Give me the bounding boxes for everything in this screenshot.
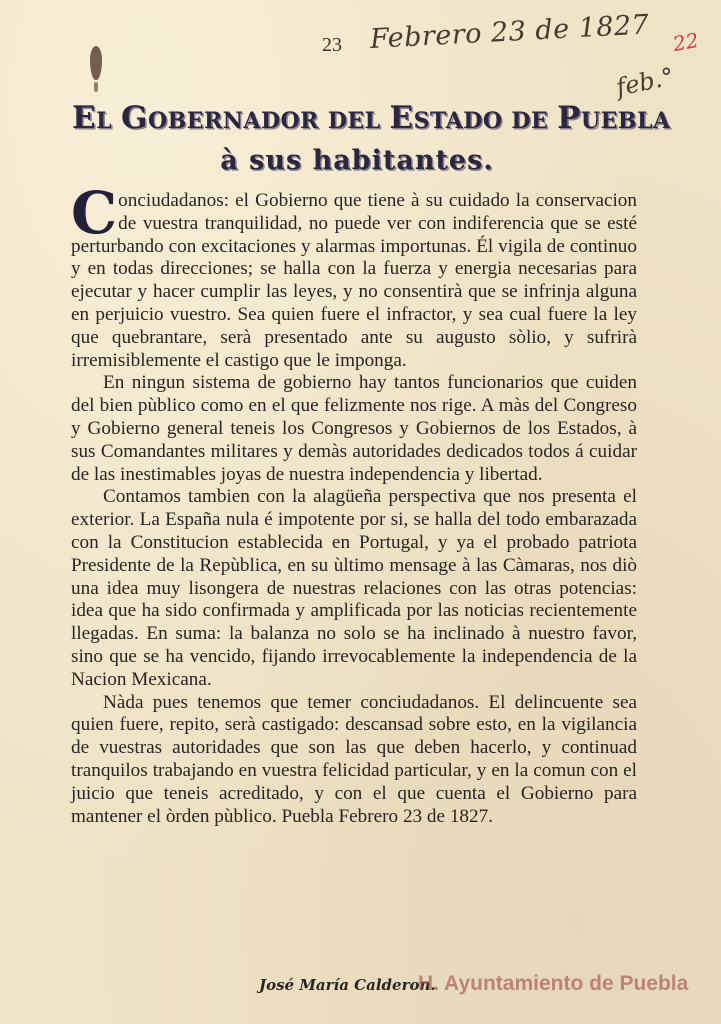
title-word: GOBERNADOR <box>120 100 319 136</box>
red-number-annotation: 22 <box>671 27 701 57</box>
document-subtitle: à sus habitantes. <box>220 145 494 176</box>
paragraph <box>71 179 637 372</box>
handwritten-date-annotation: Febrero 23 de 1827 <box>369 9 651 55</box>
ink-blot-icon <box>90 46 102 80</box>
title-word: EL <box>72 100 113 136</box>
paragraph-text: onciudadanos: el Gobierno que tiene à su cuidado la conservacion de vuestra tranquilidad, no puede ver con indiferencia que se esté perturbando con excitaciones y alarmas importunas. Él vigila de continuo y en todas direcciones; se halla con la fuerza y energia necesarias para ejecutar y hacer cumplir las leyes, y no consentirà que se infrinja alguna en perjuicio vuestro. Sea quien fuere el infractor, y sea cual fuere la ley que quebrantare, serà presentado ante su augusto sòlio, y sufrirà irremisiblemente el castigo que le imponga. <box>71 190 637 371</box>
archive-watermark: H. Ayuntamiento de Puebla <box>418 972 689 995</box>
title-word: DE <box>511 108 549 134</box>
title-word: DEL <box>327 108 381 134</box>
signature: José María Calderon. <box>259 976 436 994</box>
paragraph: En ningun sistema de gobierno hay tantos funcionarios que cuiden del bien pùblico como en el que felizmente nos rige. A màs del Congreso y Gobierno general teneis los Congresos y Gobiernos de los Estados, à sus Comandantes militares y demàs autoridades dedicados todos á cuidar de las inestimables joyas de nuestra independencia y libertad. <box>71 372 637 485</box>
folio-number: 23 <box>322 34 342 56</box>
feb-annotation: feb.° <box>613 62 677 102</box>
drop-cap: C <box>71 179 118 247</box>
paragraph: Contamos tambien con la alagüeña perspectiva que nos presenta el exterior. La España nula é impotente por si, se halla del todo embarazada con la Constitucion establecida en Portugal, y ya el probado patriota Presidente de la Repùblica, en su ùltimo mensage à las Càmaras, nos diò una idea muy lisongera de nuestras relaciones con las otras potencias: idea que ha sido confirmada y amplificada por las noticias recientemente llegadas. En suma: la balanza no solo se ha inclinado à nuestro favor, sino que se ha vencido, fijando irrevocablemente la independencia de la Nacion Mexicana. <box>71 486 637 690</box>
ink-drip-icon <box>94 82 98 92</box>
paragraph: Nàda pues tenemos que temer conciudadanos. El delincuente sea quien fuere, repito, serà castigado: descansad sobre esto, en la vigilancia de vuestras autoridades que son las que deben hacerlo, y continuad tranquilos trabajando en vuestra felicidad particular, y en la comun con el juicio que teneis acreditado, y con el que cuenta el Gobierno para mantener el òrden pùblico. Puebla Febrero 23 de 1827. <box>71 691 637 827</box>
proclamation-body <box>71 179 637 828</box>
document-title <box>72 100 671 136</box>
title-word: PUEBLA <box>557 100 671 136</box>
title-word: ESTADO <box>389 100 503 136</box>
